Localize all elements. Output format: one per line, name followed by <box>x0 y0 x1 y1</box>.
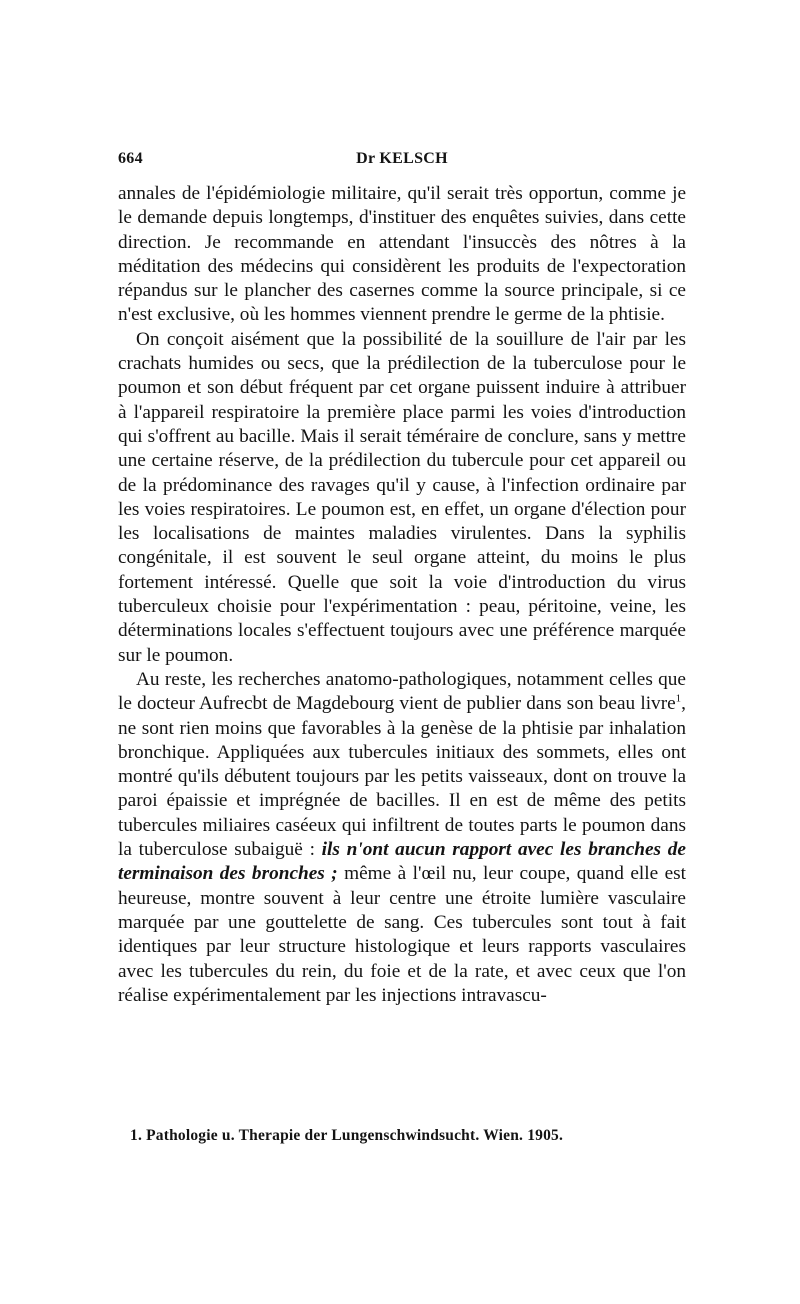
footnote-reference: 1 <box>675 692 682 705</box>
paragraph-3-italic: ils n'ont aucun rapport avec les branches de terminaison des bronches ; <box>118 839 686 885</box>
paragraph-3 <box>118 668 686 1008</box>
paragraph-3-part-2: , ne sont rien moins que favorables à la genèse de la phtisie par inhalation bronchique. Appliquées aux tubercules initiaux des sommets, elles ont montré qu'ils débutent toujours par les petits vaisseaux, dont on trouve la paroi épaissie et imprégnée de bacilles. Il en est de même des petits tubercules miliaires caséeux qui infiltrent de toutes parts le poumon dans la tuberculose subaiguë : <box>118 693 686 861</box>
paragraph-3-part-3: même à l'œil nu, leur coupe, quand elle est heureuse, montre souvent à leur centre une étroite lumière vasculaire marquée par une gouttelette de sang. Ces tubercules sont tout à fait identiques par leur structure histologique et leurs rapports vasculaires avec les tubercules du rein, du foie et de la rate, et avec ceux que l'on réalise expérimentalement par les injections intravascu- <box>118 863 686 1006</box>
header-title: Dr KELSCH <box>356 150 448 167</box>
body-text <box>118 182 686 1008</box>
page <box>118 150 686 1008</box>
paragraph-2: On conçoit aisément que la possibilité de la souillure de l'air par les crachats humides ou secs, que la prédilection de la tuberculose pour le poumon et son début fréquent par cet organe puissent induire à attribuer à l'appareil respiratoire la première place parmi les voies d'introduction qui s'offrent au bacille. Mais il serait téméraire de conclure, sans y mettre une certaine réserve, de la prédilection du tubercule pour cet appareil ou de la prédominance des ravages qu'il y cause, à l'infection ordinaire par les voies respiratoires. Le poumon est, en effet, un organe d'élection pour les localisations de maintes maladies virulentes. Dans la syphilis congénitale, il est souvent le seul organe atteint, du moins le plus fortement intéressé. Quelle que soit la voie d'introduction du virus tuberculeux choisie pour l'expérimentation : peau, péritoine, veine, les déterminations locales s'effectuent toujours avec une préférence marquée sur le poumon. <box>118 328 686 666</box>
paragraph-3-part-1: Au reste, les recherches anatomo-pathologiques, notamment celles que le docteur Aufrecbt de Magdebourg vient de publier dans son beau livre <box>118 668 686 715</box>
running-head <box>118 150 686 172</box>
footnote: 1. Pathologie u. Therapie der Lungenschwindsucht. Wien. 1905. <box>130 1127 564 1144</box>
paragraph-1: annales de l'épidémiologie militaire, qu'il serait très opportun, comme je le demande depuis longtemps, d'instituer des enquêtes suivies, dans cette direction. Je recommande en attendant l'insuccès des nôtres à la méditation des médecins qui considèrent les produits de l'expectoration répandus sur le plancher des casernes comme la source principale, si ce n'est exclusive, où les hommes viennent prendre le germe de la phtisie. <box>118 183 686 326</box>
page-number: 664 <box>118 150 143 167</box>
